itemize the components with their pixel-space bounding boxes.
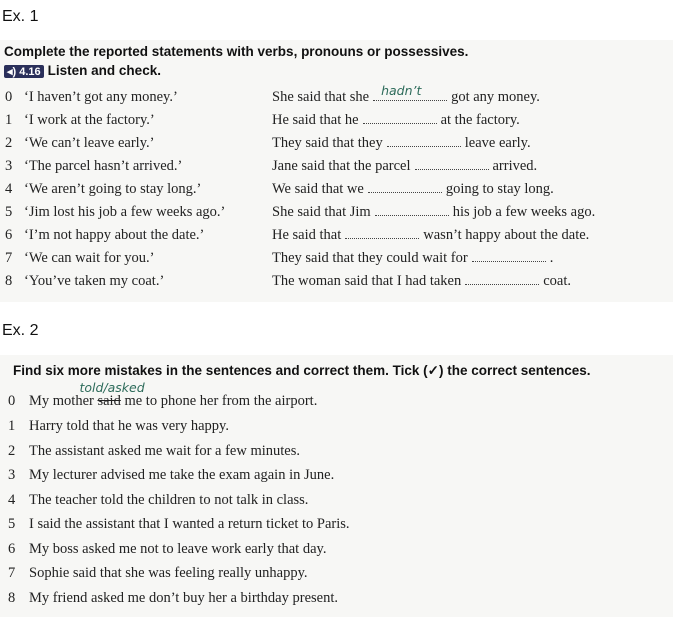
direct-quote: ‘We can wait for you.’ xyxy=(24,250,155,266)
answer-blank[interactable] xyxy=(363,113,437,124)
example-post: me to phone her from the airport. xyxy=(124,393,318,409)
sentence-text: I said the assistant that I wanted a return ticket to Paris. xyxy=(29,516,350,532)
reported-statement xyxy=(272,112,520,129)
row-number: 1 xyxy=(5,112,13,128)
answer-blank[interactable] xyxy=(387,136,461,147)
sentence-text: My friend asked me don’t buy her a birthday present. xyxy=(29,589,338,606)
reported-pre: We said that we xyxy=(272,181,364,197)
direct-quote: ‘We can’t leave early.’ xyxy=(24,135,155,151)
sentence-text: My lecturer advised me take the exam again in June. xyxy=(29,467,335,483)
exercise-2-instruction: Find six more mistakes in the sentences and correct them. Tick (✓) the correct sentences. xyxy=(13,363,591,378)
sentence-number: 2 xyxy=(8,442,16,459)
answer-blank[interactable] xyxy=(415,159,489,170)
answer-blank[interactable] xyxy=(368,182,442,193)
answer-blank[interactable] xyxy=(465,274,539,285)
direct-quote: ‘The parcel hasn’t arrived.’ xyxy=(24,158,183,174)
row-number: 0 xyxy=(5,89,13,105)
handwritten-answer: hadn’t xyxy=(381,83,422,98)
exercise-1-label: Ex. 1 xyxy=(2,8,39,25)
reported-pre: He said that xyxy=(272,227,342,243)
reported-pre: Jane said that the parcel xyxy=(272,158,411,174)
answer-blank[interactable] xyxy=(345,228,419,239)
reported-pre: The woman said that I had taken xyxy=(272,273,462,289)
reported-post: wasn’t happy about the date. xyxy=(423,227,590,243)
direct-quote: ‘You’ve taken my coat.’ xyxy=(24,273,165,289)
direct-quote: ‘I work at the factory.’ xyxy=(24,112,155,128)
reported-statement xyxy=(272,273,571,290)
row-number: 7 xyxy=(5,250,13,266)
sentence-number: 1 xyxy=(8,418,16,434)
reported-post: arrived. xyxy=(492,158,538,174)
listen-line xyxy=(4,63,161,78)
sentence-number: 0 xyxy=(8,393,16,409)
exercise-1-instruction: Complete the reported statements with verbs, pronouns or possessives. xyxy=(4,44,469,59)
reported-statement xyxy=(272,250,553,267)
reported-post: his job a few weeks ago. xyxy=(452,204,596,220)
row-number: 6 xyxy=(5,227,13,243)
answer-blank[interactable] xyxy=(472,251,546,262)
reported-pre: They said that they xyxy=(272,135,383,151)
example-pre: My mother xyxy=(29,393,94,409)
sentence-text: Sophie said that she was feeling really unhappy. xyxy=(29,565,308,581)
sentence-number: 8 xyxy=(8,589,16,606)
row-number: 4 xyxy=(5,181,13,197)
direct-quote: ‘I haven’t got any money.’ xyxy=(24,89,178,105)
row-number: 5 xyxy=(5,204,13,220)
corrected-word xyxy=(79,380,145,409)
reported-pre: She said that Jim xyxy=(272,204,371,220)
audio-track-badge[interactable]: ◂) 4.16 xyxy=(4,65,44,78)
reported-post: leave early. xyxy=(464,135,531,151)
direct-quote: ‘Jim lost his job a few weeks ago.’ xyxy=(24,204,226,220)
reported-pre: He said that he xyxy=(272,112,359,128)
sentence-number: 5 xyxy=(8,516,16,532)
reported-pre: They said that they could wait for xyxy=(272,250,468,266)
reported-statement xyxy=(272,227,589,244)
answer-blank[interactable] xyxy=(375,205,449,216)
reported-post: coat. xyxy=(543,273,572,289)
reported-statement xyxy=(272,158,537,175)
sentence-number: 7 xyxy=(8,565,16,581)
reported-pre: She said that she xyxy=(272,89,370,105)
direct-quote: ‘I’m not happy about the date.’ xyxy=(24,227,205,243)
handwritten-correction: told/asked xyxy=(79,380,145,395)
sentence-text: The teacher told the children to not talk in class. xyxy=(29,491,309,508)
sentence-text: Harry told that he was very happy. xyxy=(29,418,229,434)
answer-blank[interactable] xyxy=(373,83,447,101)
sentence-text: My boss asked me not to leave work early that day. xyxy=(29,540,327,557)
exercise-2-label: Ex. 2 xyxy=(2,322,39,339)
reported-post: . xyxy=(549,250,554,266)
sentence-number: 6 xyxy=(8,540,16,557)
row-number: 2 xyxy=(5,135,13,151)
reported-statement xyxy=(272,204,595,221)
reported-post: at the factory. xyxy=(440,112,520,128)
reported-statement xyxy=(272,135,531,152)
row-number: 8 xyxy=(5,273,13,289)
struck-word: said xyxy=(97,393,121,409)
row-number: 3 xyxy=(5,158,13,174)
sentence-text: The assistant asked me wait for a few minutes. xyxy=(29,442,300,459)
reported-post: going to stay long. xyxy=(445,181,554,197)
audio-track-number: 4.16 xyxy=(19,66,41,78)
sentence-number: 4 xyxy=(8,491,16,508)
listen-label: Listen and check. xyxy=(47,63,161,78)
example-text xyxy=(29,380,318,410)
reported-post: got any money. xyxy=(451,89,540,105)
direct-quote: ‘We aren’t going to stay long.’ xyxy=(24,181,202,197)
sentence-number: 3 xyxy=(8,467,16,483)
reported-statement xyxy=(272,83,540,106)
reported-statement xyxy=(272,181,554,198)
